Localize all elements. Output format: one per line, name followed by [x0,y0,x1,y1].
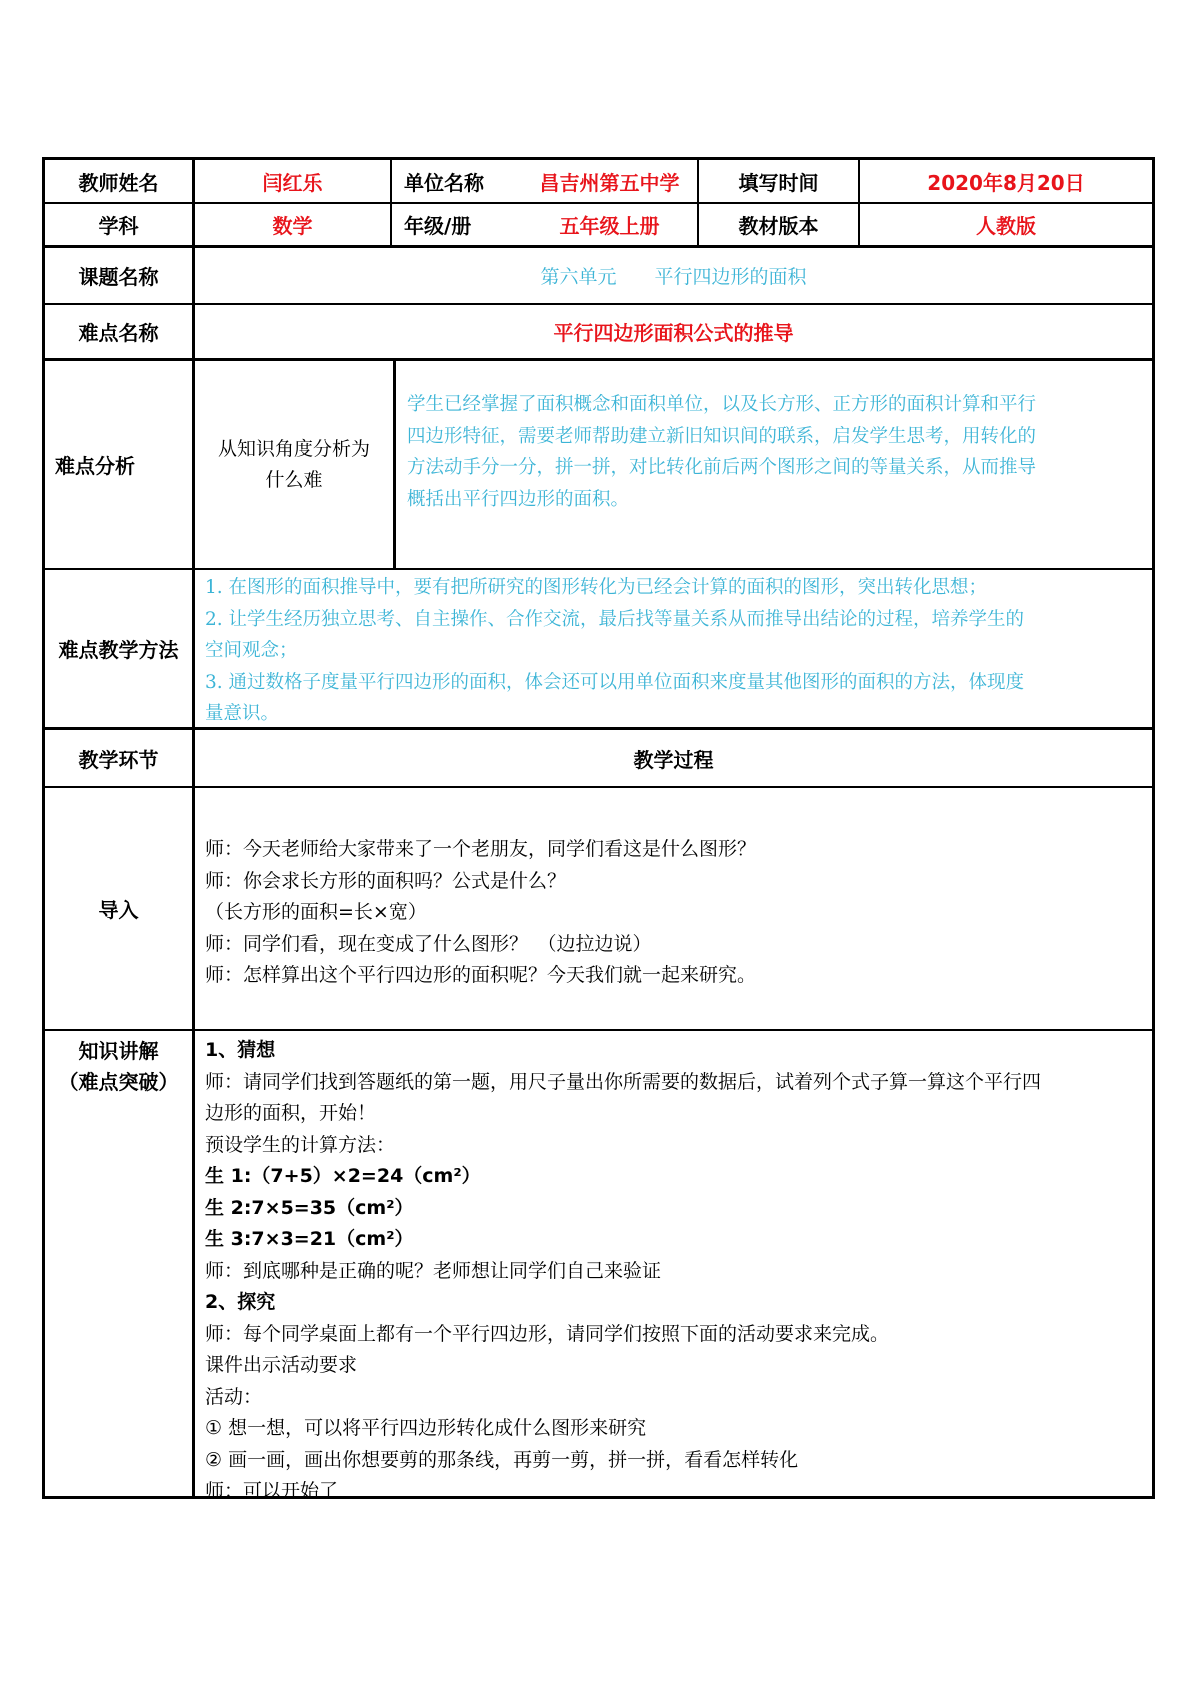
knowledge-line: 2、探究 [205,1291,276,1313]
knowledge-line: 边形的面积，开始！ [205,1102,377,1124]
intro-line: 师：同学们看，现在变成了什么图形？ （边拉边说） [205,932,652,955]
knowledge-line: ② 画一画，画出你想要剪的那条线，再剪一剪，拼一拼，看看怎样转化 [205,1448,799,1471]
knowledge-line: 1、猜想 [205,1039,276,1061]
subject-value: 数学 [272,214,313,238]
table-border-right [1152,157,1155,1499]
analysis-label: 难点分析 [55,454,135,478]
knowledge-line: 师：每个同学桌面上都有一个平行四边形，请同学们按照下面的活动要求来完成。 [205,1322,890,1345]
method-line: 2. 让学生经历独立思考、自主操作、合作交流，最后找等量关系从而推导出结论的过程，培养学生的 [205,608,1025,630]
stage-header-label: 教学环节 [78,747,159,772]
knowledge-line: 生 3:7×3=21（cm²） [205,1228,414,1250]
table-col-rule [192,157,195,1499]
knowledge-label-line: 知识讲解 [78,1039,159,1063]
knowledge-line: 师：可以开始了 [205,1480,339,1502]
intro-line: 师：你会求长方形的面积吗？公式是什么？ [205,869,567,892]
table-rule [42,568,1155,570]
topic-value: 第六单元 平行四边形的面积 [540,266,807,288]
method-line: 1. 在图形的面积推导中，要有把所研究的图形转化为已经会计算的面积的图形，突出转化思想； [205,577,988,598]
knowledge-line: 师：请同学们找到答题纸的第一题，用尺子量出你所需要的数据后，试着列个式子算一算这个平行四 [205,1070,1042,1093]
knowledge-line: 预设学生的计算方法： [205,1133,396,1156]
difficulty-label: 难点名称 [78,321,159,345]
knowledge-line: 生 1:（7+5）×2=24（cm²） [205,1165,481,1187]
teacher-name-label: 教师姓名 [78,170,159,195]
intro-line: 师：怎样算出这个平行四边形的面积呢？今天我们就一起来研究。 [205,964,757,986]
knowledge-line: 师：到底哪种是正确的呢？老师想让同学们自己来验证 [205,1259,662,1282]
table-rule [42,786,1155,788]
method-label: 难点教学方法 [58,638,179,662]
unit-name-value: 昌吉州第五中学 [539,170,680,195]
table-col-rule [393,359,396,569]
knowledge-line: 课件出示活动要求 [205,1354,358,1376]
analysis-line: 四边形特征，需要老师帮助建立新旧知识间的联系，启发学生思考，用转化的 [407,425,1037,447]
subject-label: 学科 [98,214,139,238]
method-line: 量意识。 [205,703,280,724]
analysis-line: 学生已经掌握了面积概念和面积单位，以及长方形、正方形的面积计算和平行 [407,394,1037,415]
method-line: 空间观念； [205,640,298,661]
knowledge-line: 活动： [205,1385,263,1408]
analysis-line: 概括出平行四边形的面积。 [407,488,630,510]
teacher-name-value: 闫红乐 [262,170,323,195]
fill-date-label: 填写时间 [738,170,819,195]
knowledge-label [45,1036,192,1098]
edition-value: 人教版 [976,214,1036,238]
difficulty-value: 平行四边形面积公式的推导 [553,321,794,345]
intro-label: 导入 [98,898,139,922]
analysis-line: 方法动手分一分，拼一拼，对比转化前后两个图形之间的等量关系，从而推导 [407,457,1037,478]
analysis-sub-label [195,361,393,568]
knowledge-line: ① 想一想，可以将平行四边形转化成什么图形来研究 [205,1417,647,1439]
analysis-sub-label-line: 从知识角度分析为 [217,437,370,460]
intro-text [205,834,1150,992]
process-header-label: 教学过程 [633,747,714,772]
intro-line: （长方形的面积=长×宽） [205,901,427,923]
method-line: 3. 通过数格子度量平行四边形的面积，体会还可以用单位面积来度量其他图形的面积的方法，体现度 [205,671,1025,693]
intro-line: 师：今天老师给大家带来了一个老朋友，同学们看这是什么图形？ [205,838,757,860]
method-text [205,572,1150,730]
unit-name-label: 单位名称 [404,170,484,195]
grade-label: 年级/册 [404,214,472,238]
analysis-sub-label-line: 什么难 [265,468,323,491]
knowledge-label-line: （难点突破） [58,1070,179,1094]
grade-value: 五年级上册 [559,214,660,238]
knowledge-text [205,1035,1150,1508]
analysis-text [407,389,1147,515]
table-rule [42,1029,1155,1031]
fill-date-value: 2020年8月20日 [927,170,1085,195]
knowledge-line: 生 2:7×5=35（cm²） [205,1196,414,1219]
edition-label: 教材版本 [738,214,819,238]
topic-label: 课题名称 [78,265,159,289]
